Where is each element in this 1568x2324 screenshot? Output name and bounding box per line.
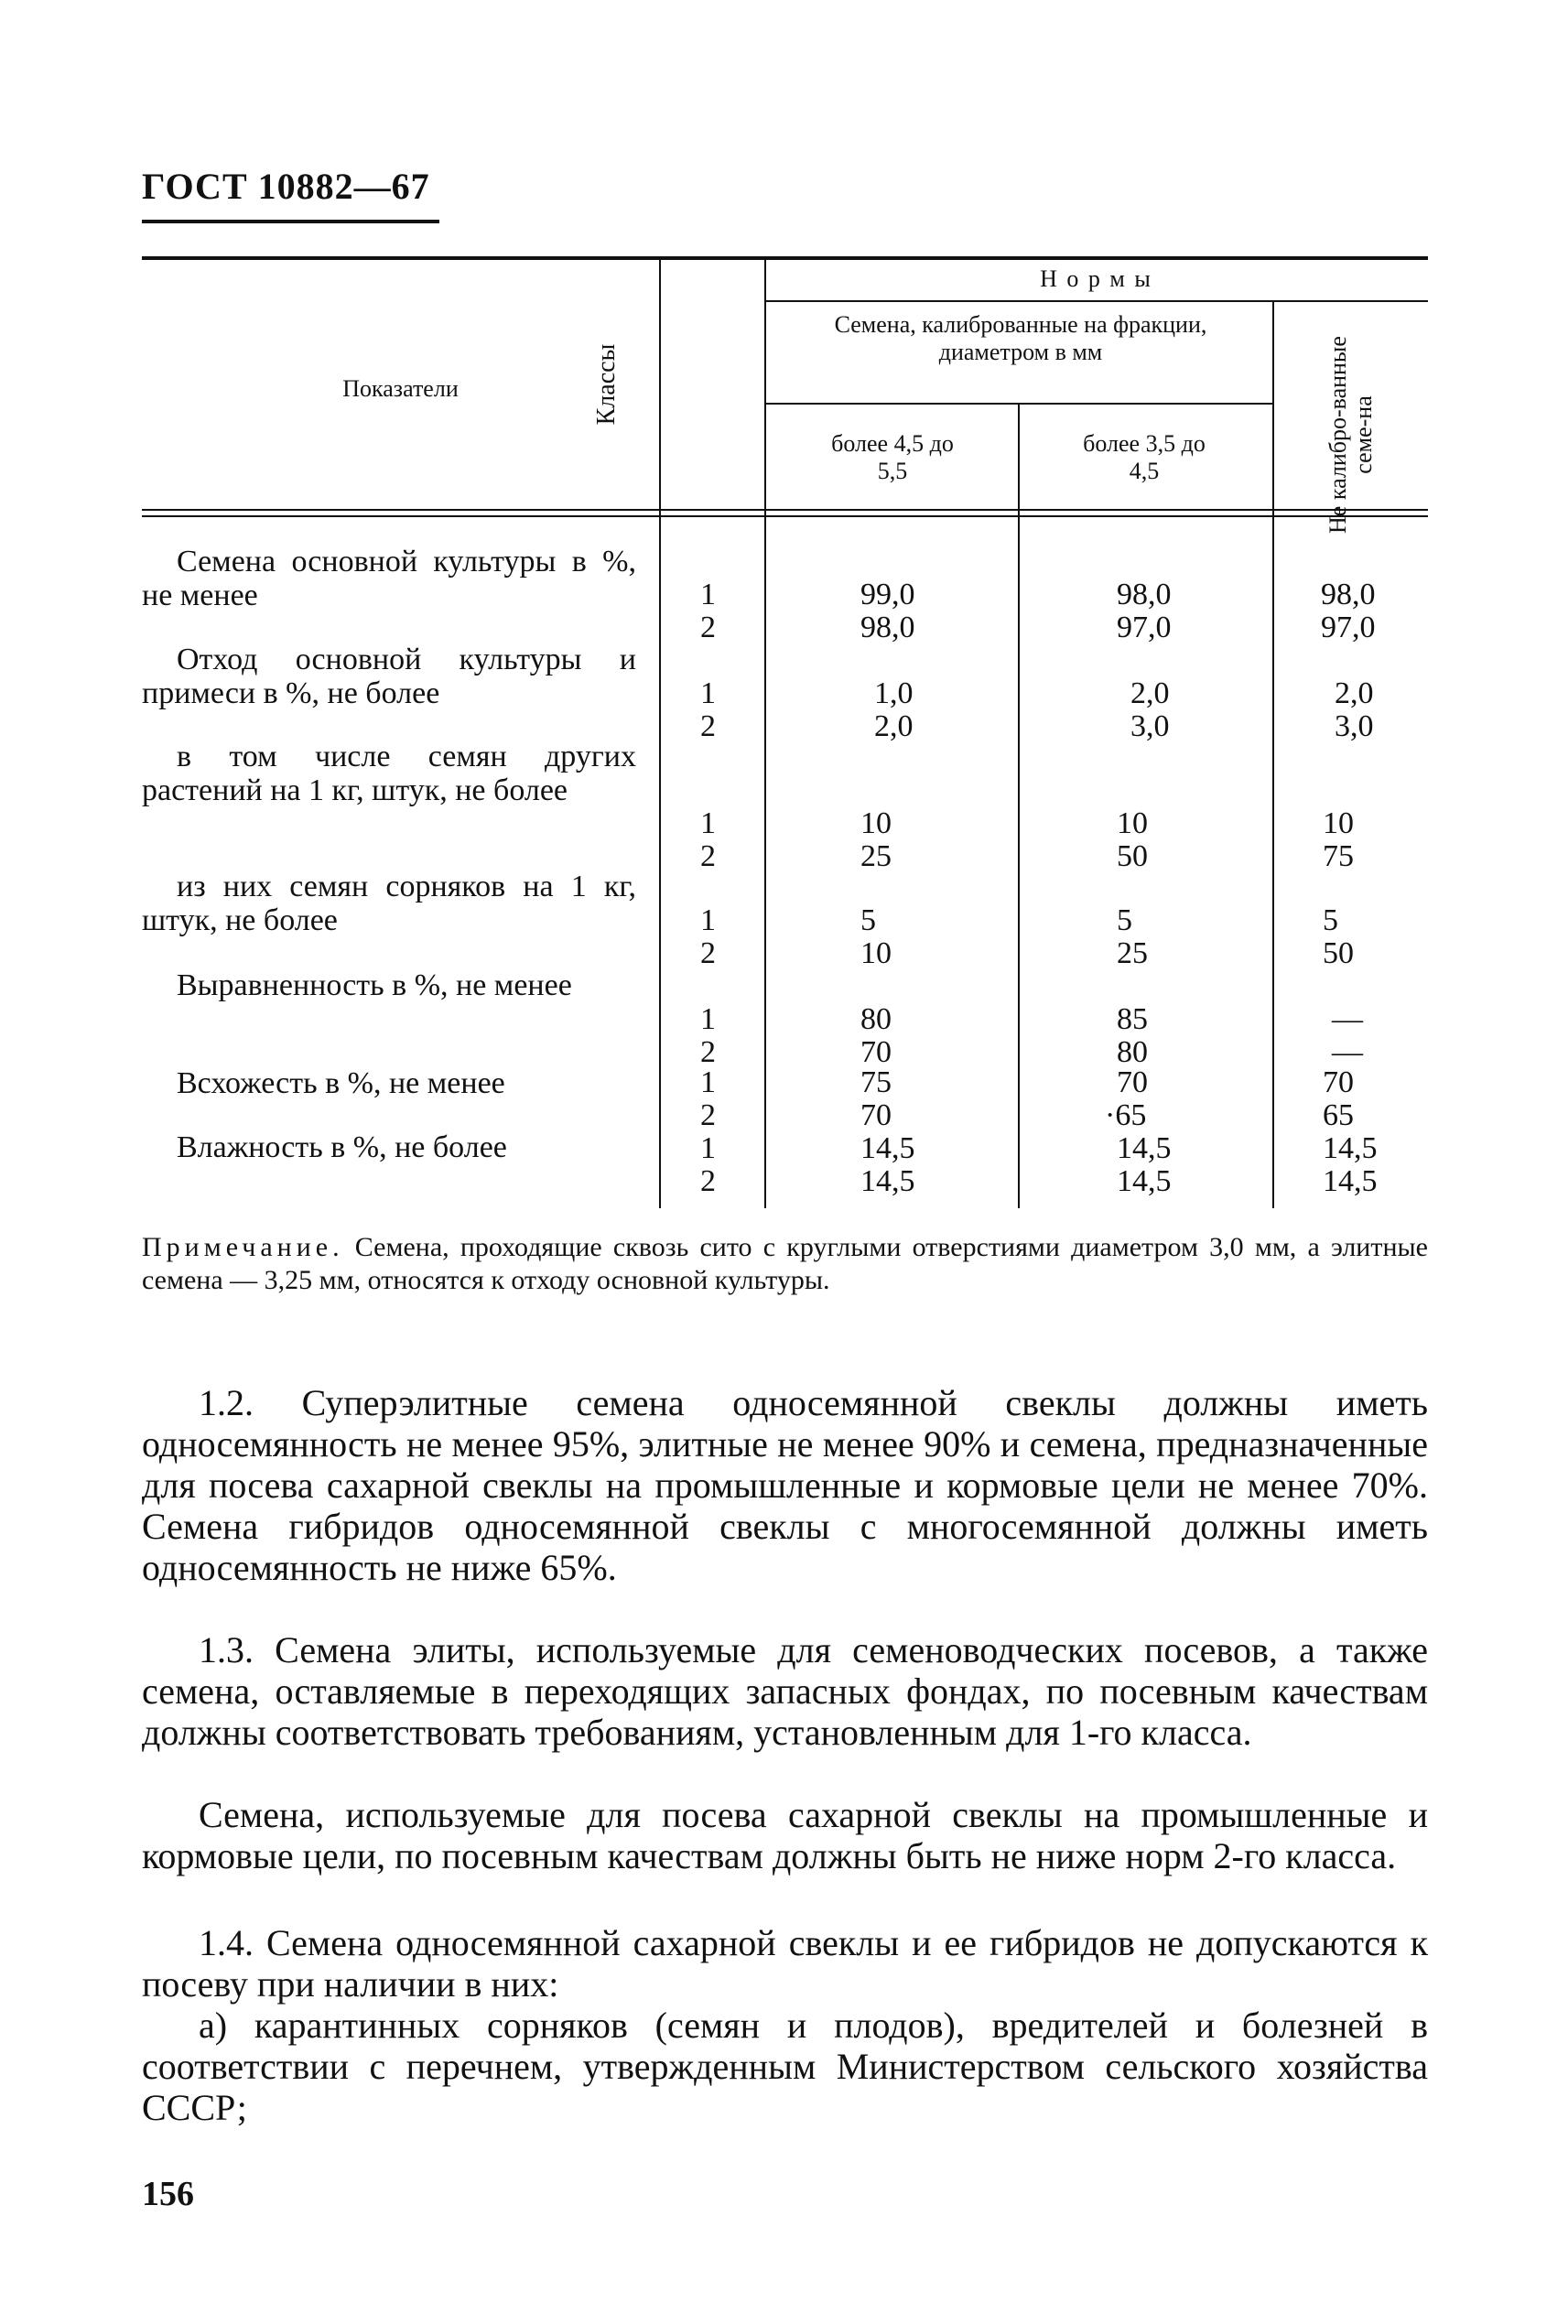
row-label: Влажность в %, не более — [177, 1130, 507, 1164]
value-cell: 65 — [1323, 1098, 1354, 1132]
class-cell: 1 — [700, 1131, 716, 1165]
page-number: 156 — [142, 2175, 194, 2213]
value-cell: 2,0 — [874, 709, 914, 743]
paragraph-1-4: 1.4. Семена односемянной сахарной свеклы и ее гибридов не допускаются к посеву при наличии в них: — [142, 1922, 1428, 2005]
class-cell: 1 — [700, 1065, 716, 1099]
paragraph-seeds: Семена, используемые для посева сахарной свеклы на промышленные и кормовые цели, по посевным качествам должны быть не ниже норм 2-го класса. — [142, 1794, 1428, 1876]
value-cell: 75 — [1323, 839, 1354, 873]
value-cell: — — [1332, 1035, 1363, 1069]
note-lead: Примечание. — [142, 1232, 344, 1262]
value-cell: 97,0 — [1321, 611, 1376, 644]
class-cell: 1 — [700, 1002, 716, 1036]
class-cell: 2 — [700, 839, 716, 873]
class-cell: 1 — [700, 903, 716, 937]
class-cell: 2 — [700, 1164, 716, 1198]
vline-classes — [659, 260, 661, 1208]
document-header: ГОСТ 10882—67 — [142, 166, 430, 207]
value-cell: ·65 — [1105, 1098, 1147, 1132]
paragraph-1-2: 1.2. Суперэлитные семена односемянной свеклы должны иметь односемянность не менее 95%, элитные не менее 90% и семена, предназначенные для посева сахарной свеклы на промышленные и кормовые цели не менее 70%. Семена гибридов односемянной свеклы с многосемянной должны иметь односемянность не ниже 65%. — [142, 1382, 1428, 1588]
value-cell: 10 — [1117, 806, 1148, 840]
table-note — [142, 1231, 1428, 1297]
value-cell: 25 — [1117, 936, 1148, 970]
value-cell: 75 — [860, 1065, 892, 1099]
class-cell: 2 — [700, 611, 716, 644]
row-label: Отход основной культуры и примеси в %, не более — [142, 643, 636, 710]
note-text: Семена, проходящие сквозь сито с круглыми отверстиями диаметром 3,0 мм, а элитные семена — 3,25 мм, относятся к отходу основной культуры. — [142, 1232, 1428, 1295]
row-label: из них семян сорняков на 1 кг, штук, не более — [142, 870, 636, 937]
value-cell: 3,0 — [1130, 709, 1170, 743]
th-norms: Н о р м ы — [1040, 265, 1152, 292]
value-cell: 50 — [1323, 936, 1354, 970]
value-cell: 80 — [1117, 1035, 1148, 1069]
value-cell: 5 — [1117, 903, 1132, 937]
value-cell: 3,0 — [1335, 709, 1374, 743]
header-bottom-rule-2 — [142, 515, 1428, 517]
norms-table — [142, 256, 1428, 1208]
value-cell: 98,0 — [1321, 578, 1376, 611]
value-cell: 10 — [860, 806, 892, 840]
value-cell: 14,5 — [1323, 1131, 1378, 1165]
class-cell: 1 — [700, 578, 716, 611]
value-cell: 25 — [860, 839, 892, 873]
row-label: Выравненность в %, не менее — [177, 968, 572, 1002]
th-noncal: Не калибро-ванные семе-на — [1325, 336, 1377, 534]
class-cell: 2 — [700, 709, 716, 743]
vline-frac1 — [764, 260, 766, 1208]
value-cell: 70 — [1117, 1065, 1148, 1099]
class-cell: 2 — [700, 936, 716, 970]
value-cell: 14,5 — [860, 1164, 915, 1198]
header-bottom-rule-1 — [142, 509, 1428, 511]
value-cell: 70 — [1323, 1065, 1354, 1099]
value-cell: 85 — [1117, 1002, 1148, 1036]
value-cell: — — [1332, 1002, 1363, 1036]
value-cell: 70 — [860, 1098, 892, 1132]
th-calibrated: Семена, калиброванные на фракции, диаметром в мм — [834, 311, 1207, 365]
value-cell: 98,0 — [860, 611, 915, 644]
row-label: Всхожесть в %, не менее — [177, 1066, 505, 1100]
class-cell: 1 — [700, 676, 716, 710]
value-cell: 98,0 — [1117, 578, 1172, 611]
th-classes: Классы — [592, 343, 621, 426]
value-cell: 80 — [860, 1002, 892, 1036]
value-cell: 10 — [860, 936, 892, 970]
table-top-rule — [142, 256, 1428, 260]
row-label: Семена основной культуры в %, не менее — [142, 545, 636, 612]
th-frac2: более 3,5 до 4,5 — [1083, 430, 1206, 484]
norms-rule — [764, 300, 1428, 302]
value-cell: 5 — [860, 903, 876, 937]
value-cell: 50 — [1117, 839, 1148, 873]
value-cell: 2,0 — [1335, 676, 1374, 710]
value-cell: 1,0 — [874, 676, 914, 710]
vline-noncal — [1272, 302, 1274, 1208]
value-cell: 70 — [860, 1035, 892, 1069]
class-cell: 2 — [700, 1035, 716, 1069]
row-label: в том числе семян других растений на 1 кг, штук, не более — [142, 740, 636, 807]
paragraph-1-3: 1.3. Семена элиты, используемые для семеноводческих посевов, а также семена, оставляемые в переходящих запасных фондах, по посевным качествам должны соответствовать требованиям, установленным для 1-го класса. — [142, 1629, 1428, 1753]
value-cell: 97,0 — [1117, 611, 1172, 644]
vline-frac2 — [1018, 403, 1020, 1208]
value-cell: 2,0 — [1130, 676, 1170, 710]
header-rule — [142, 220, 439, 223]
paragraph-item-a: а) карантинных сорняков (семян и плодов), вредителей и болезней в соответствии с перечнем, утвержденным Министерством сельского хозяйства СССР; — [142, 2005, 1428, 2128]
value-cell: 14,5 — [1117, 1164, 1172, 1198]
value-cell: 10 — [1323, 806, 1354, 840]
value-cell: 99,0 — [860, 578, 915, 611]
value-cell: 14,5 — [1323, 1164, 1378, 1198]
th-frac1: более 4,5 до 5,5 — [831, 430, 954, 484]
class-cell: 2 — [700, 1098, 716, 1132]
value-cell: 14,5 — [860, 1131, 915, 1165]
value-cell: 14,5 — [1117, 1131, 1172, 1165]
class-cell: 1 — [700, 806, 716, 840]
value-cell: 5 — [1323, 903, 1338, 937]
th-indicators: Показатели — [342, 375, 459, 402]
